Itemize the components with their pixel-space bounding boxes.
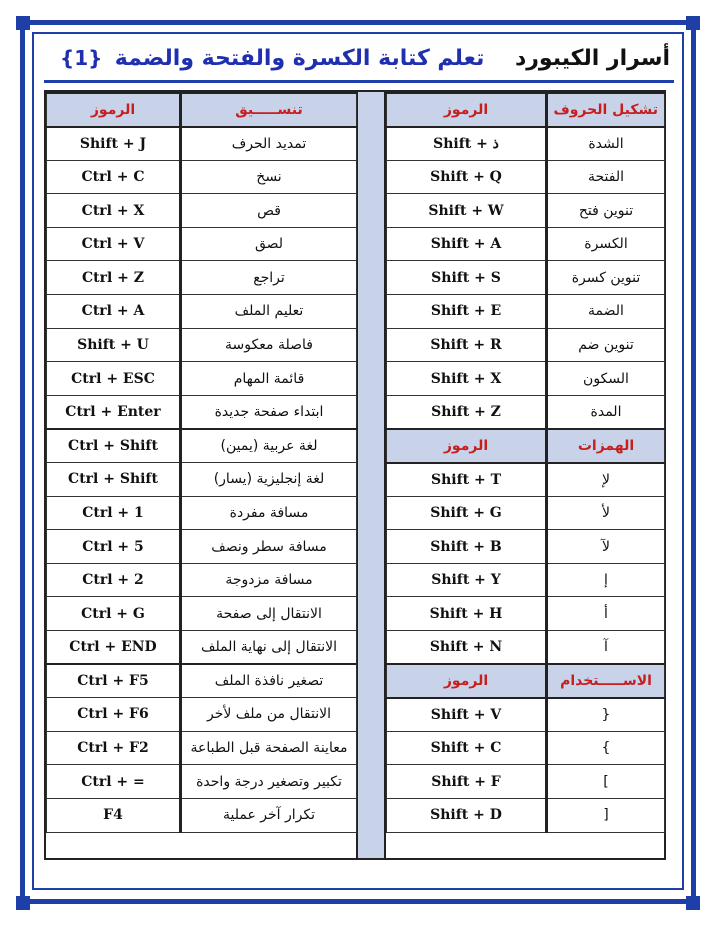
table-row: [387, 731, 665, 765]
shortcut-description: تنوين فتح: [547, 194, 665, 228]
table-row: [47, 597, 357, 631]
column-header: تنســـــيق: [181, 93, 357, 127]
shortcut-key: Shift + A: [387, 227, 547, 261]
shortcut-key: Ctrl + F6: [47, 698, 181, 732]
shortcut-description: لآ: [547, 530, 665, 564]
table-row: [387, 765, 665, 799]
table-row: [387, 227, 665, 261]
shortcut-description: }: [547, 731, 665, 765]
shortcut-description: أ: [547, 597, 665, 631]
column-header: الرموز: [387, 664, 547, 698]
shortcut-description: قائمة المهام: [181, 362, 357, 396]
shortcut-key: Shift + X: [387, 362, 547, 396]
column-header: تشكيل الحروف: [547, 93, 665, 127]
table-row: [387, 631, 665, 665]
shortcut-description: نسخ: [181, 160, 357, 194]
shortcut-description: السكون: [547, 362, 665, 396]
shortcut-key: F4: [47, 798, 181, 832]
shortcut-key: Shift + S: [387, 261, 547, 295]
shortcut-key: Shift + Q: [387, 160, 547, 194]
table-header-row: [387, 664, 665, 698]
shortcut-key: Ctrl + C: [47, 160, 181, 194]
shortcut-description: معاينة الصفحة قبل الطباعة: [181, 731, 357, 765]
shortcut-description: الانتقال إلى صفحة: [181, 597, 357, 631]
shortcut-key: Shift + Y: [387, 563, 547, 597]
shortcut-key: Ctrl + X: [47, 194, 181, 228]
left-shortcut-table: [44, 90, 358, 860]
table-row: [47, 664, 357, 698]
table-row: [47, 563, 357, 597]
shortcut-description: الضمة: [547, 295, 665, 329]
shortcut-key: Shift + H: [387, 597, 547, 631]
table-row: [387, 698, 665, 732]
shortcut-description: الانتقال إلى نهاية الملف: [181, 631, 357, 665]
shortcut-description: فاصلة معكوسة: [181, 328, 357, 362]
shortcut-key: Ctrl + G: [47, 597, 181, 631]
column-header: الهمزات: [547, 429, 665, 463]
shortcut-description: لصق: [181, 227, 357, 261]
table-row: [387, 328, 665, 362]
table-row: [47, 798, 357, 832]
shortcut-description: ابتداء صفحة جديدة: [181, 395, 357, 429]
table-row: [47, 698, 357, 732]
shortcut-key: Shift + D: [387, 798, 547, 832]
table-row: [387, 194, 665, 228]
frame-corner: [686, 896, 700, 910]
table-row: [47, 395, 357, 429]
table-row: [387, 798, 665, 832]
title-underline: [44, 80, 674, 83]
table-row: [387, 127, 665, 161]
shortcut-description: لغة عربية (يمين): [181, 429, 357, 463]
table-row: [387, 597, 665, 631]
shortcut-key: Ctrl + =: [47, 765, 181, 799]
shortcut-description: قص: [181, 194, 357, 228]
shortcut-key: Ctrl + A: [47, 295, 181, 329]
shortcut-description: لإ: [547, 463, 665, 497]
shortcut-key: Shift + G: [387, 496, 547, 530]
shortcut-description: تنوين ضم: [547, 328, 665, 362]
shortcut-key: Shift + F: [387, 765, 547, 799]
shortcut-description: الانتقال من ملف لأخر: [181, 698, 357, 732]
frame-corner: [16, 16, 30, 30]
table-row: [387, 395, 665, 429]
table-row: [47, 463, 357, 497]
table-row: [47, 160, 357, 194]
shortcut-key: Shift + ذ: [387, 127, 547, 161]
shortcut-description: تكرار آخر عملية: [181, 798, 357, 832]
shortcut-key: Shift + R: [387, 328, 547, 362]
shortcut-key: Shift + N: [387, 631, 547, 665]
shortcut-key: Ctrl + END: [47, 631, 181, 665]
shortcut-description: تراجع: [181, 261, 357, 295]
shortcut-description: مسافة مفردة: [181, 496, 357, 530]
table-row: [387, 463, 665, 497]
table-row: [387, 362, 665, 396]
table-header-row: [387, 429, 665, 463]
shortcut-key: Shift + J: [47, 127, 181, 161]
frame-corner: [16, 896, 30, 910]
shortcut-description: {: [547, 698, 665, 732]
column-header: الاســـــتخدام: [547, 664, 665, 698]
shortcut-description: ]: [547, 765, 665, 799]
title-sub: تعلم كتابة الكسرة والفتحة والضمة: [114, 45, 485, 71]
table-row: [387, 563, 665, 597]
table-row: [47, 429, 357, 463]
column-header: الرموز: [387, 429, 547, 463]
table-row: [47, 328, 357, 362]
shortcut-key: Ctrl + Enter: [47, 395, 181, 429]
table-row: [47, 362, 357, 396]
table-row: [47, 261, 357, 295]
shortcut-key: Ctrl + F5: [47, 664, 181, 698]
shortcut-key: Ctrl + V: [47, 227, 181, 261]
shortcut-description: تعليم الملف: [181, 295, 357, 329]
shortcut-key: Ctrl + F2: [47, 731, 181, 765]
right-shortcut-table: [384, 90, 666, 860]
frame-corner: [686, 16, 700, 30]
column-header: الرموز: [47, 93, 181, 127]
shortcut-key: Ctrl + 5: [47, 530, 181, 564]
table-row: [47, 496, 357, 530]
shortcut-description: لأ: [547, 496, 665, 530]
shortcut-key: Shift + B: [387, 530, 547, 564]
shortcut-key: Ctrl + ESC: [47, 362, 181, 396]
table-header-row: [387, 93, 665, 127]
table-header-row: [47, 93, 357, 127]
shortcut-description: [: [547, 798, 665, 832]
table-row: [47, 227, 357, 261]
table-row: [47, 631, 357, 665]
table-row: [47, 731, 357, 765]
shortcut-key: Ctrl + Z: [47, 261, 181, 295]
shortcut-key: Shift + U: [47, 328, 181, 362]
shortcut-description: الكسرة: [547, 227, 665, 261]
shortcut-description: تكبير وتصغير درجة واحدة: [181, 765, 357, 799]
shortcut-key: Shift + C: [387, 731, 547, 765]
shortcut-key: Shift + W: [387, 194, 547, 228]
table-row: [387, 295, 665, 329]
shortcut-key: Shift + T: [387, 463, 547, 497]
shortcut-key: Ctrl + 1: [47, 496, 181, 530]
title-main: أسرار الكيبورد: [514, 45, 670, 71]
page-number: {1}: [60, 46, 103, 70]
table-row: [387, 160, 665, 194]
table-row: [47, 530, 357, 564]
title-bar: [40, 38, 676, 78]
shortcut-description: تمديد الحرف: [181, 127, 357, 161]
shortcut-description: تصغير نافذة الملف: [181, 664, 357, 698]
shortcut-description: مسافة مزدوجة: [181, 563, 357, 597]
shortcut-key: Shift + Z: [387, 395, 547, 429]
table-row: [47, 765, 357, 799]
shortcut-key: Ctrl + Shift: [47, 463, 181, 497]
shortcut-key: Shift + V: [387, 698, 547, 732]
table-row: [47, 127, 357, 161]
shortcut-description: المدة: [547, 395, 665, 429]
table-row: [47, 194, 357, 228]
table-row: [387, 496, 665, 530]
shortcut-key: Ctrl + 2: [47, 563, 181, 597]
table-row: [387, 261, 665, 295]
column-divider: [358, 90, 384, 860]
table-row: [387, 530, 665, 564]
column-header: الرموز: [387, 93, 547, 127]
shortcut-description: تنوين كسرة: [547, 261, 665, 295]
page-title: [115, 46, 670, 71]
table-row: [47, 295, 357, 329]
shortcut-description: مسافة سطر ونصف: [181, 530, 357, 564]
shortcut-description: الشدة: [547, 127, 665, 161]
shortcut-description: إ: [547, 563, 665, 597]
shortcut-description: الفتحة: [547, 160, 665, 194]
shortcut-key: Ctrl + Shift: [47, 429, 181, 463]
shortcut-description: لغة إنجليزية (يسار): [181, 463, 357, 497]
shortcut-key: Shift + E: [387, 295, 547, 329]
shortcut-description: آ: [547, 631, 665, 665]
